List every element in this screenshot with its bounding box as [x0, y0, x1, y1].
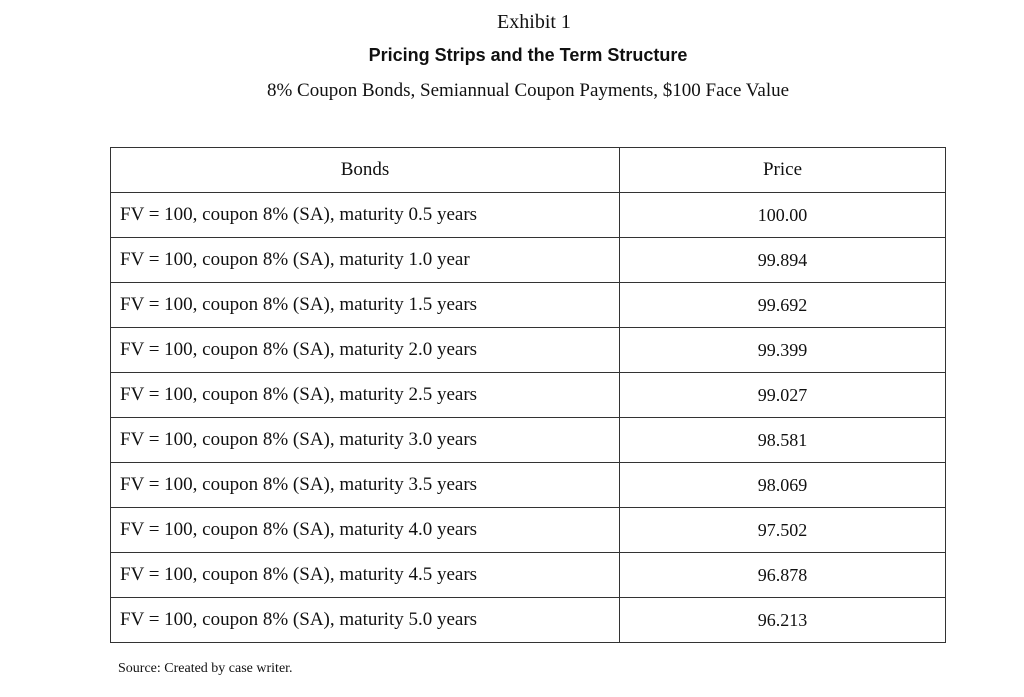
- price-cell: 100.00: [620, 193, 946, 238]
- bond-price-table: [110, 147, 946, 643]
- price-cell: 98.069: [620, 463, 946, 508]
- page-subtitle: 8% Coupon Bonds, Semiannual Coupon Payments, $100 Face Value: [266, 80, 790, 101]
- bond-cell: FV = 100, coupon 8% (SA), maturity 3.0 years: [111, 418, 620, 463]
- bond-cell: FV = 100, coupon 8% (SA), maturity 4.5 years: [111, 553, 620, 598]
- table-row: [111, 193, 946, 238]
- column-header-bonds: Bonds: [111, 148, 620, 193]
- table-row: [111, 373, 946, 418]
- table-row: [111, 598, 946, 643]
- table-header-row: [111, 148, 946, 193]
- bond-cell: FV = 100, coupon 8% (SA), maturity 1.5 years: [111, 283, 620, 328]
- exhibit-label: Exhibit 1: [497, 11, 571, 33]
- table-row: [111, 283, 946, 328]
- bond-cell: FV = 100, coupon 8% (SA), maturity 1.0 year: [111, 238, 620, 283]
- table-row: [111, 463, 946, 508]
- bond-cell: FV = 100, coupon 8% (SA), maturity 3.5 years: [111, 463, 620, 508]
- table-row: [111, 238, 946, 283]
- price-cell: 96.213: [620, 598, 946, 643]
- table-row: [111, 508, 946, 553]
- price-cell: 99.894: [620, 238, 946, 283]
- price-cell: 97.502: [620, 508, 946, 553]
- price-cell: 99.027: [620, 373, 946, 418]
- price-cell: 99.692: [620, 283, 946, 328]
- bond-cell: FV = 100, coupon 8% (SA), maturity 5.0 years: [111, 598, 620, 643]
- table-row: [111, 553, 946, 598]
- price-cell: 98.581: [620, 418, 946, 463]
- price-cell: 99.399: [620, 328, 946, 373]
- table-row: [111, 328, 946, 373]
- page-title: Pricing Strips and the Term Structure: [368, 45, 688, 65]
- bond-cell: FV = 100, coupon 8% (SA), maturity 4.0 years: [111, 508, 620, 553]
- bond-cell: FV = 100, coupon 8% (SA), maturity 0.5 years: [111, 193, 620, 238]
- price-cell: 96.878: [620, 553, 946, 598]
- bond-cell: FV = 100, coupon 8% (SA), maturity 2.5 years: [111, 373, 620, 418]
- source-note: Source: Created by case writer.: [118, 661, 293, 676]
- bond-cell: FV = 100, coupon 8% (SA), maturity 2.0 years: [111, 328, 620, 373]
- column-header-price: Price: [620, 148, 946, 193]
- table-row: [111, 418, 946, 463]
